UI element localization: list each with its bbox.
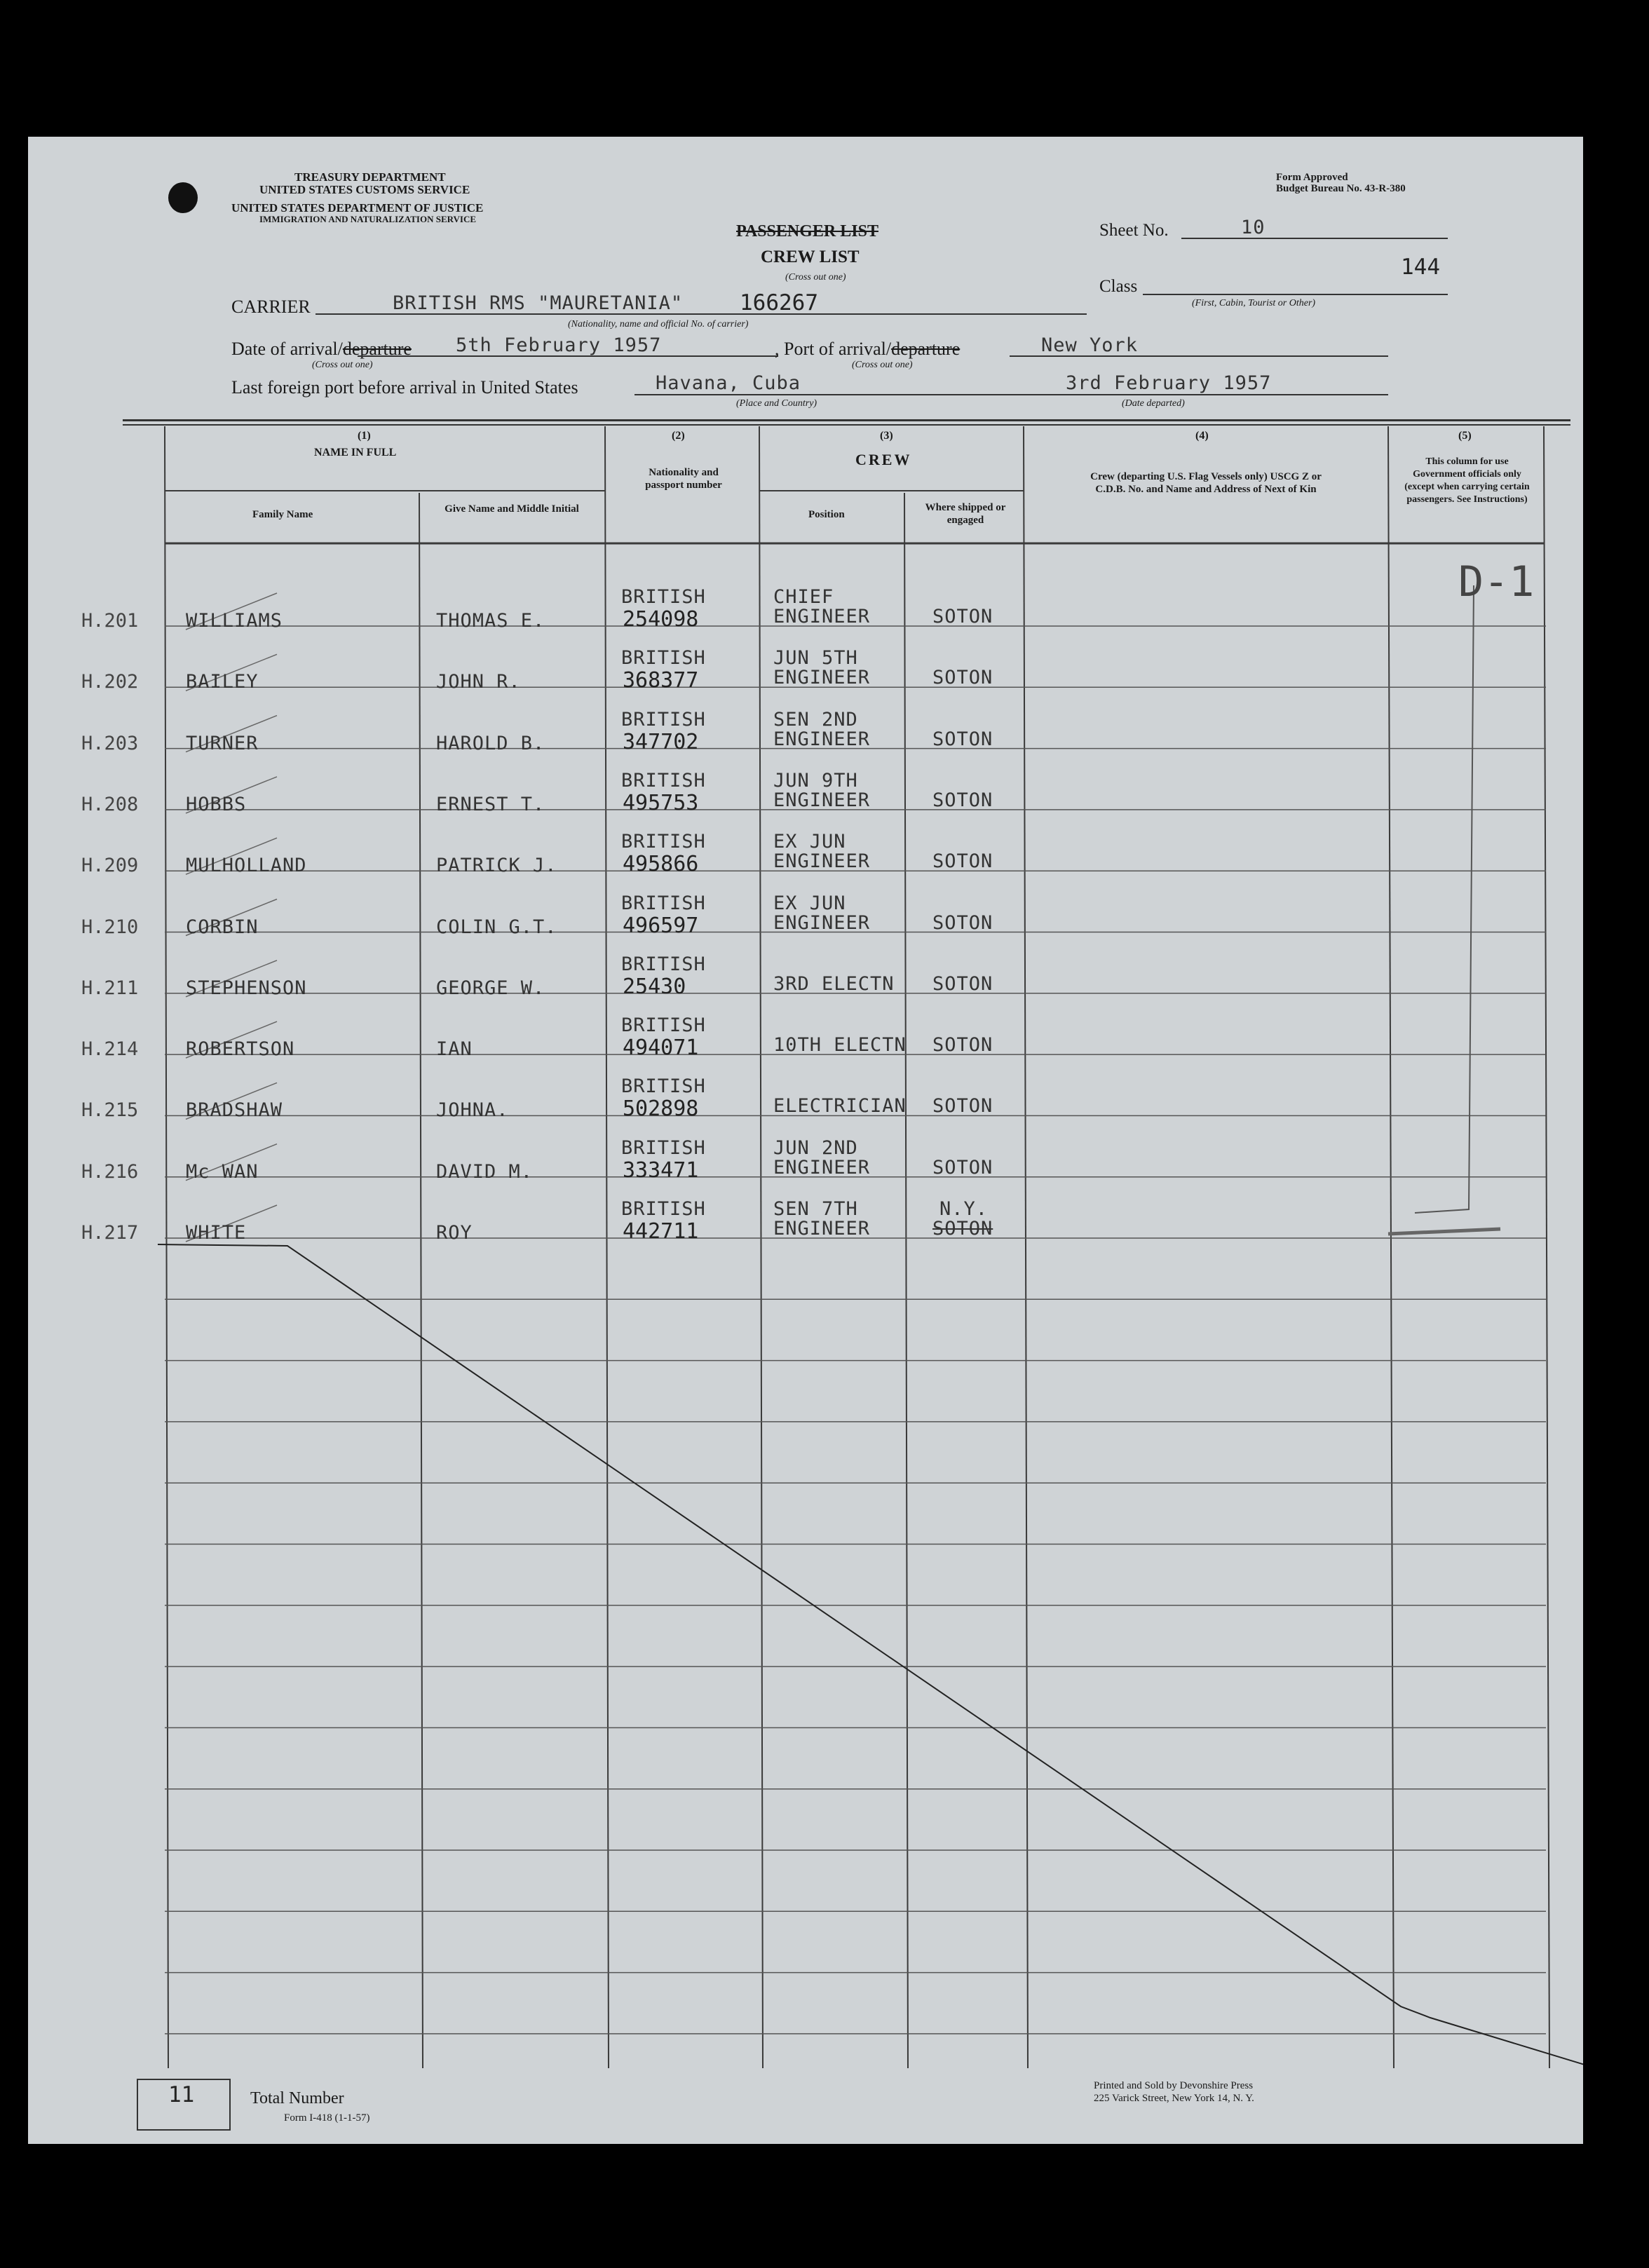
nationality: BRITISH <box>621 586 706 608</box>
printer-line-2: 225 Varick Street, New York 14, N. Y. <box>1094 2093 1254 2104</box>
given-name: JOHN R. <box>436 671 521 693</box>
row-ref: H.210 <box>81 916 139 938</box>
position-line-2: ELECTRICIAN <box>773 1095 907 1118</box>
where-shipped: SOTON <box>932 789 993 811</box>
position-line-2: ENGINEER <box>773 789 871 811</box>
passport-number: 254098 <box>623 607 699 632</box>
where-shipped: SOTON <box>932 1156 993 1179</box>
given-name: GEORGE W. <box>436 977 545 999</box>
sheet-value: 10 <box>1241 217 1265 238</box>
family-name: WILLIAMS <box>186 610 283 632</box>
col5-pencil-bracket <box>1415 585 1474 1213</box>
row-ref: H.215 <box>81 1099 139 1122</box>
col4-num: (4) <box>1195 430 1209 442</box>
sheet-label: Sheet No. <box>1099 221 1169 240</box>
given-name: IAN <box>436 1038 473 1061</box>
col2-num: (2) <box>672 430 685 442</box>
port-value: New York <box>1041 334 1139 356</box>
col4-title: Crew (departing U.S. Flag Vessels only) USCG Z or C.D.B. No. and Name and Address of Next of Kin <box>1090 471 1322 495</box>
position-line-2: 10TH ELECTN <box>773 1034 907 1057</box>
family-name: TURNER <box>186 732 259 754</box>
port-cross-note: (Cross out one) <box>852 360 913 370</box>
row-ref: H.209 <box>81 855 139 877</box>
port-struck-text: departure <box>891 339 961 359</box>
nationality: BRITISH <box>621 953 706 975</box>
row-ref: H.202 <box>81 671 139 693</box>
nationality: BRITISH <box>621 892 706 914</box>
position-line-1: SEN 7TH <box>773 1198 858 1220</box>
given-name: DAVID M. <box>436 1160 534 1183</box>
passport-number: 495753 <box>623 790 699 815</box>
position-line-1: JUN 9TH <box>773 769 858 792</box>
col2-title: Nationality and passport number <box>645 467 722 491</box>
class-note: (First, Cabin, Tourist or Other) <box>1192 298 1316 308</box>
position-line-1: CHIEF <box>773 586 834 608</box>
agency-line-4: IMMIGRATION AND NATURALIZATION SERVICE <box>259 214 477 224</box>
nationality: BRITISH <box>621 647 706 670</box>
class-label: Class <box>1099 277 1138 296</box>
where-shipped: SOTON <box>932 911 993 934</box>
last-port-value: Havana, Cuba <box>656 372 801 394</box>
position-line-1: EX JUN <box>773 831 846 853</box>
nationality: BRITISH <box>621 1198 706 1220</box>
family-name-header: Family Name <box>252 509 313 520</box>
arrival-struck-text: departure <box>342 339 412 359</box>
col5-scribble <box>1388 1229 1500 1234</box>
crew-list-title: CREW LIST <box>761 247 860 266</box>
passport-number: 25430 <box>623 974 686 999</box>
where-shipped: SOTON <box>932 850 993 873</box>
where-shipped: SOTON <box>932 1095 993 1118</box>
where-shipped: SOTON <box>932 728 993 750</box>
passport-number: 496597 <box>623 913 699 938</box>
col5-title: This column for use Government officials only (except when carrying certain passengers. See Instructions) <box>1404 456 1530 505</box>
where-shipped: SOTON <box>932 606 993 627</box>
given-name: ROY <box>436 1222 473 1244</box>
arrival-label-text: Date of arrival/ <box>231 339 343 359</box>
date-departed-note: (Date departed) <box>1122 398 1185 409</box>
position-header: Position <box>808 509 845 520</box>
port-label-text: , Port of arrival/ <box>775 339 892 359</box>
given-name: COLIN G.T. <box>436 916 557 938</box>
passport-number: 494071 <box>623 1035 699 1061</box>
cross-out-note: (Cross out one) <box>785 272 846 283</box>
given-name: JOHNA. <box>436 1099 509 1122</box>
position-line-1: SEN 2ND <box>773 708 858 731</box>
family-name: BRADSHAW <box>186 1099 283 1122</box>
carrier-value: BRITISH RMS "MAURETANIA" <box>393 292 684 314</box>
col1-num: (1) <box>358 430 371 442</box>
family-name: WHITE <box>186 1222 247 1244</box>
family-name: STEPHENSON <box>186 977 307 999</box>
where-shipped: SOTON <box>932 972 993 995</box>
row-ref: H.216 <box>81 1160 139 1183</box>
form-approved: Form Approved <box>1276 172 1348 183</box>
position-line-1: JUN 5TH <box>773 647 858 670</box>
position-line-2: ENGINEER <box>773 911 871 934</box>
agency-line-3: UNITED STATES DEPARTMENT OF JUSTICE <box>231 201 484 215</box>
row-ref: H.214 <box>81 1038 139 1061</box>
row-ref: H.211 <box>81 977 139 999</box>
row-ref: H.203 <box>81 732 139 754</box>
total-label: Total Number <box>250 2089 344 2107</box>
nationality: BRITISH <box>621 1075 706 1098</box>
family-name: MULHOLLAND <box>186 855 307 877</box>
nationality: BRITISH <box>621 1136 706 1159</box>
row-ref: H.201 <box>81 610 139 632</box>
position-line-2: ENGINEER <box>773 850 871 873</box>
budget-bureau: Budget Bureau No. 43-R-380 <box>1276 183 1406 194</box>
col5-mark: D-1 <box>1458 557 1535 606</box>
given-name: THOMAS E. <box>436 610 545 632</box>
family-name: HOBBS <box>186 793 247 815</box>
shipped-struck: SOTON <box>932 1218 993 1240</box>
passport-number: 347702 <box>623 729 699 754</box>
col3-num: (3) <box>880 430 893 442</box>
family-name: Mc WAN <box>186 1160 259 1183</box>
passport-number: 333471 <box>623 1157 699 1183</box>
arrival-cross-note: (Cross out one) <box>312 360 373 370</box>
nationality: BRITISH <box>621 831 706 853</box>
passport-number: 368377 <box>623 668 699 693</box>
where-shipped-header: Where shipped or engaged <box>925 502 1006 526</box>
last-port-label: Last foreign port before arrival in United States <box>231 377 578 398</box>
carrier-note: (Nationality, name and official No. of carrier) <box>568 319 749 330</box>
agency-line-2: UNITED STATES CUSTOMS SERVICE <box>259 183 470 196</box>
where-shipped: SOTON <box>932 1034 993 1057</box>
given-name-header: Give Name and Middle Initial <box>445 503 579 515</box>
last-port-note: (Place and Country) <box>736 398 817 409</box>
position-line-2: ENGINEER <box>773 606 871 627</box>
row-ref: H.217 <box>81 1222 139 1244</box>
row-ref: H.208 <box>81 793 139 815</box>
form-number: Form I-418 (1-1-57) <box>284 2112 370 2124</box>
total-value: 11 <box>168 2082 195 2107</box>
passport-number: 502898 <box>623 1096 699 1122</box>
cancel-diagonal-line <box>158 1244 1583 2065</box>
position-line-2: ENGINEER <box>773 1218 871 1240</box>
where-shipped: SOTON <box>932 667 993 689</box>
carrier-number: 166267 <box>740 290 818 315</box>
family-name: CORBIN <box>186 916 259 938</box>
family-name: ROBERTSON <box>186 1038 295 1061</box>
crew-list-form <box>28 137 1583 2144</box>
given-name: ERNEST T. <box>436 793 545 815</box>
position-line-2: ENGINEER <box>773 667 871 689</box>
passport-number: 495866 <box>623 852 699 877</box>
position-line-1: EX JUN <box>773 892 846 914</box>
given-name: HAROLD B. <box>436 732 545 754</box>
nationality: BRITISH <box>621 708 706 731</box>
col1-title: NAME IN FULL <box>314 447 397 459</box>
shipped-new: N.Y. <box>939 1198 989 1220</box>
given-name: PATRICK J. <box>436 855 557 877</box>
position-line-1: JUN 2ND <box>773 1136 858 1159</box>
printer-line-1: Printed and Sold by Devonshire Press <box>1094 2080 1254 2091</box>
position-line-2: ENGINEER <box>773 1156 871 1179</box>
passport-number: 442711 <box>623 1219 699 1244</box>
stamp-number: 144 <box>1401 254 1440 280</box>
position-line-2: 3RD ELECTN <box>773 972 895 995</box>
passenger-list-struck: PASSENGER LIST <box>736 222 878 240</box>
date-departed-value: 3rd February 1957 <box>1066 372 1272 394</box>
col5-num: (5) <box>1458 430 1472 442</box>
agency-line-1: TREASURY DEPARTMENT <box>294 170 446 184</box>
arrival-value: 5th February 1957 <box>456 334 662 356</box>
nationality: BRITISH <box>621 769 706 792</box>
carrier-label: CARRIER <box>231 297 311 317</box>
nationality: BRITISH <box>621 1014 706 1037</box>
position-line-2: ENGINEER <box>773 728 871 750</box>
col3-title: CREW <box>855 451 912 468</box>
family-name: BAILEY <box>186 671 259 693</box>
